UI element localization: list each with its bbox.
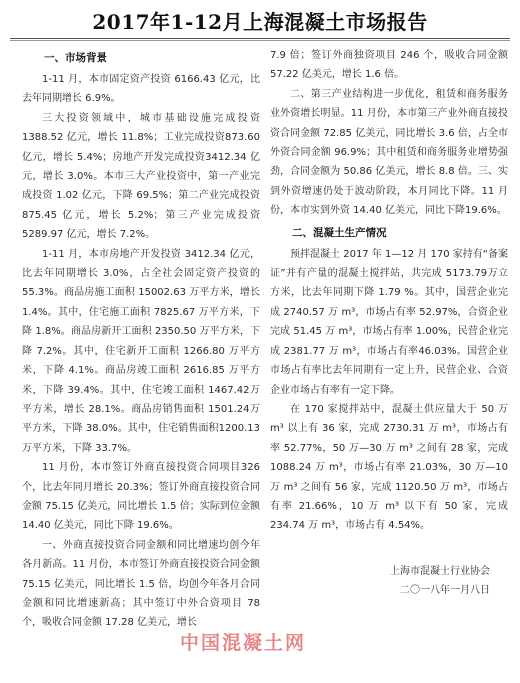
section-heading-concrete-production: 二、混凝土生产情况 [292,226,387,239]
signature-date: 二〇一八年一月八日 [400,585,490,597]
signature-block [270,562,508,601]
paragraph: 预拌混凝土 2017 年 1—12 月 170 家持有“备案证”并有产量的混凝土搅拌站，共完成 5173.79万立方米，比去年同期下降 1.79 %。其中，国营企业完成 2740.57 万 m³，市场占有率 52.97%，合资企业完成 51.45 万 m³，市场占有率 1.00%，民营企业完成 2381.77 万 m³，市场占有率46.03%。国营企业市场占有率比去年同期有一定上升，民营企业、合资企业市场占有率有一定下降。 [270,248,508,396]
section-heading-market-background: 一、市场背景 [44,52,107,64]
paragraph: 二、第三产业结构进一步优化，租赁和商务服务业外资增长明显。11 月份，本市第三产业外商直接投资合同金额 72.85 亿美元，同比增长 3.6 倍，占全市外资合同金额 96.9%；其中租赁和商务服务业增势强劲，合同金额为 50.86 亿美元，增长 8.8 倍。三、实到外资增速仍处于波动阶段，本月同比下降。11 月份，本市实到外资 14.40 亿美元，同比下降19.6%。 [270,88,508,217]
paragraph: 在 170 家搅拌站中，混凝土供应量大于 50 万m³ 以上有 36 家，完成 2730.31 万 m³，市场占有率 52.77%，50 万—30 万 m³ 之间有 28 家，完成1088.24 万 m³，市场占有率 21.03%，30 万—10万 m³ 之间有 56 家，完成 1120.50 万 m³，市场占有率 21.66%，10 万 m³ 以下有 50 家，完成234.74 万 m³，市场占有 4.54%。 [270,403,508,532]
paragraph: 1-11 月，本市固定资产投资 6166.43 亿元，比去年同期增长 6.9%。 [22,74,260,105]
signature-organization: 上海市混凝土行业协会 [390,565,490,577]
paragraph: 三大投资领域中，城市基础设施完成投资1388.52 亿元，增长 11.8%；工业完成投资873.60 亿元，增长 5.4%；房地产开发完成投资3412.34 亿元，增长 3.0%。本市三大产业投资中，第一产业完成投资 1.02 亿元，下降 69.5%；第二产业完成投资 875.45 亿元，增长 5.2%；第三产业完成投资 5289.97 亿元，增长 7.2%。 [22,112,260,241]
site-watermark: 中国混凝土网 [180,632,307,654]
paragraph: 7.9 倍；签订外商独资项目 246 个，吸收合同金额57.22 亿美元，增长 1.6 倍。 [270,50,508,81]
paragraph: 11 月份，本市签订外商直接投资合同项目326 个，比去年同月增长 20.3%；签订外商直接投资合同金额 75.15 亿美元，同比增长 1.5 倍；实际到位金额 14.40 亿美元，同比下降 19.6%。 [22,462,260,532]
paragraph: 1-11 月，本市房地产开发投资 3412.34 亿元，比去年同期增长 3.0%，占全社会固定资产投资的55.3%。商品房施工面积 15002.63 万平方米，增长 1.4%。其中，住宅施工面积 7825.67 万平方米，下降 1.8%。商品房新开工面积 2350.50 万平方米，下降 7.2%。其中，住宅新开工面积 1266.80 万平方米，下降 4.1%。商品房竣工面积 2616.85 万平方米，下降 39.4%。其中，住宅竣工面积 1467.42万平方米，增长 28.1%。商品房销售面积 1501.24万平方米，下降 38.0%。其中，住宅销售面积1200.13 万平方米，下降 33.7%。 [22,248,260,454]
left-column [22,46,260,633]
paragraph: 一、外商直接投资合同金额和同比增速均创今年各月新高。11 月份，本市签订外商直接投资合同金额 75.15 亿美元，同比增长 1.5 倍，均创今年各月合同金额和同比增速新高；其中签订中外合资项目 78 个，吸收合同金额 17.28 亿美元，增长 [22,539,260,629]
title-divider-secondary [10,40,510,41]
title-divider [10,38,510,39]
right-column [270,46,508,601]
report-title: 2017年1-12月上海混凝土市场报告 [92,10,428,34]
